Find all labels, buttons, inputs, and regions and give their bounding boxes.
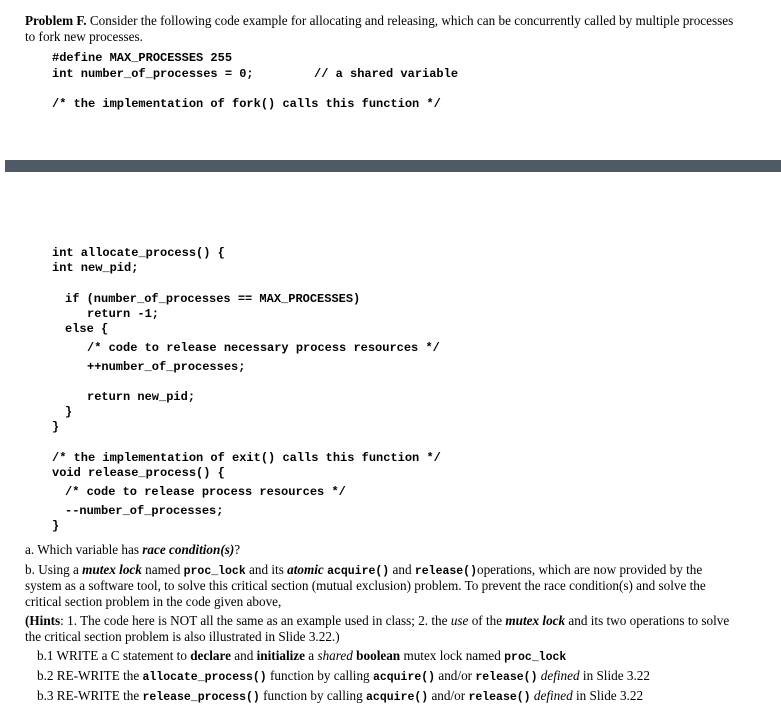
use-emph: use xyxy=(450,613,469,628)
question-b1: b.1 WRITE a C statement to declare and initialize a shared boolean mutex lock named proc_lock xyxy=(37,648,567,664)
problem-intro-line-1 xyxy=(25,13,733,29)
atomic-emph: atomic xyxy=(287,562,324,577)
hints-line-1: (Hints: 1. The code here is NOT all the same as an example used in class; 2. the use of the mutex lock and its two operations to solve xyxy=(25,613,730,628)
code-allocate-signature: int allocate_process() { xyxy=(52,246,225,260)
boolean-emph: boolean xyxy=(356,648,401,663)
proc-lock-code: proc_lock xyxy=(183,565,246,578)
code-shared-var-line: int number_of_processes = 0; xyxy=(52,67,254,81)
code-allocate-decl: int new_pid; xyxy=(52,261,139,275)
b3-acquire-code: acquire() xyxy=(366,691,429,704)
separator-bar xyxy=(5,160,781,172)
code-allocate-comment: /* code to release necessary process resources */ xyxy=(87,341,440,355)
b3-release-code: release() xyxy=(468,691,531,704)
question-b-line-1: b. Using a mutex lock named proc_lock and its atomic acquire() and release()operations, which are now provided by the xyxy=(25,562,703,578)
code-release-comment: /* code to release process resources */ xyxy=(65,485,346,499)
shared-emph: shared xyxy=(317,648,353,663)
code-allocate-return: return new_pid; xyxy=(87,390,196,404)
code-release-signature: void release_process() { xyxy=(52,466,225,480)
question-b-line-3: critical section problem in the code given above, xyxy=(25,594,282,609)
code-allocate-close-else: } xyxy=(65,405,73,419)
code-allocate-if: if (number_of_processes == MAX_PROCESSES) xyxy=(65,292,361,306)
code-exit-comment: /* the implementation of exit() calls this function */ xyxy=(52,451,441,465)
release-process-code: release_process() xyxy=(142,691,260,704)
code-allocate-else: else { xyxy=(65,322,109,336)
question-b3: b.3 RE-WRITE the release_process() function by calling acquire() and/or release() defined in Slide 3.22 xyxy=(37,688,644,704)
question-a: a. Which variable has race condition(s)? xyxy=(25,542,241,557)
problem-title: Problem F. xyxy=(25,13,87,28)
code-allocate-close-fn: } xyxy=(52,420,60,434)
b2-release-code: release() xyxy=(475,671,538,684)
question-b-line-2: system as a software tool, to solve this critical section (mutual exclusion) problem. To prevent the race condition(s) and solve the xyxy=(25,578,706,593)
acquire-code: acquire() xyxy=(327,565,390,578)
code-shared-comment: // a shared variable xyxy=(314,67,459,81)
b3-defined-emph: defined xyxy=(533,688,573,703)
race-condition-emph: race condition(s) xyxy=(142,542,235,557)
problem-intro-text: Consider the following code example for allocating and releasing, which can be concurrently called by multiple processes xyxy=(89,13,734,28)
allocate-process-code: allocate_process() xyxy=(142,671,267,684)
hint-mutex-lock-emph: mutex lock xyxy=(505,613,566,628)
b2-defined-emph: defined xyxy=(540,668,580,683)
code-release-decrement: --number_of_processes; xyxy=(65,504,224,518)
code-release-close: } xyxy=(52,519,60,533)
b1-proc-lock-code: proc_lock xyxy=(504,651,567,664)
code-fork-comment: /* the implementation of fork() calls this function */ xyxy=(52,97,441,111)
hints-line-2: the critical section problem is also illustrated in Slide 3.22.) xyxy=(25,629,340,644)
hints-label: (Hints xyxy=(25,613,61,628)
question-b2: b.2 RE-WRITE the allocate_process() function by calling acquire() and/or release() defined in Slide 3.22 xyxy=(37,668,650,684)
code-allocate-return-err: return -1; xyxy=(87,307,160,321)
code-allocate-increment: ++number_of_processes; xyxy=(87,360,246,374)
b2-acquire-code: acquire() xyxy=(372,671,436,684)
release-code: release() xyxy=(414,565,477,578)
initialize-emph: initialize xyxy=(256,648,305,663)
problem-intro-line-2: to fork new processes. xyxy=(25,29,143,44)
declare-emph: declare xyxy=(190,648,231,663)
mutex-lock-emph: mutex lock xyxy=(82,562,142,577)
code-define-line: #define MAX_PROCESSES 255 xyxy=(52,51,233,65)
